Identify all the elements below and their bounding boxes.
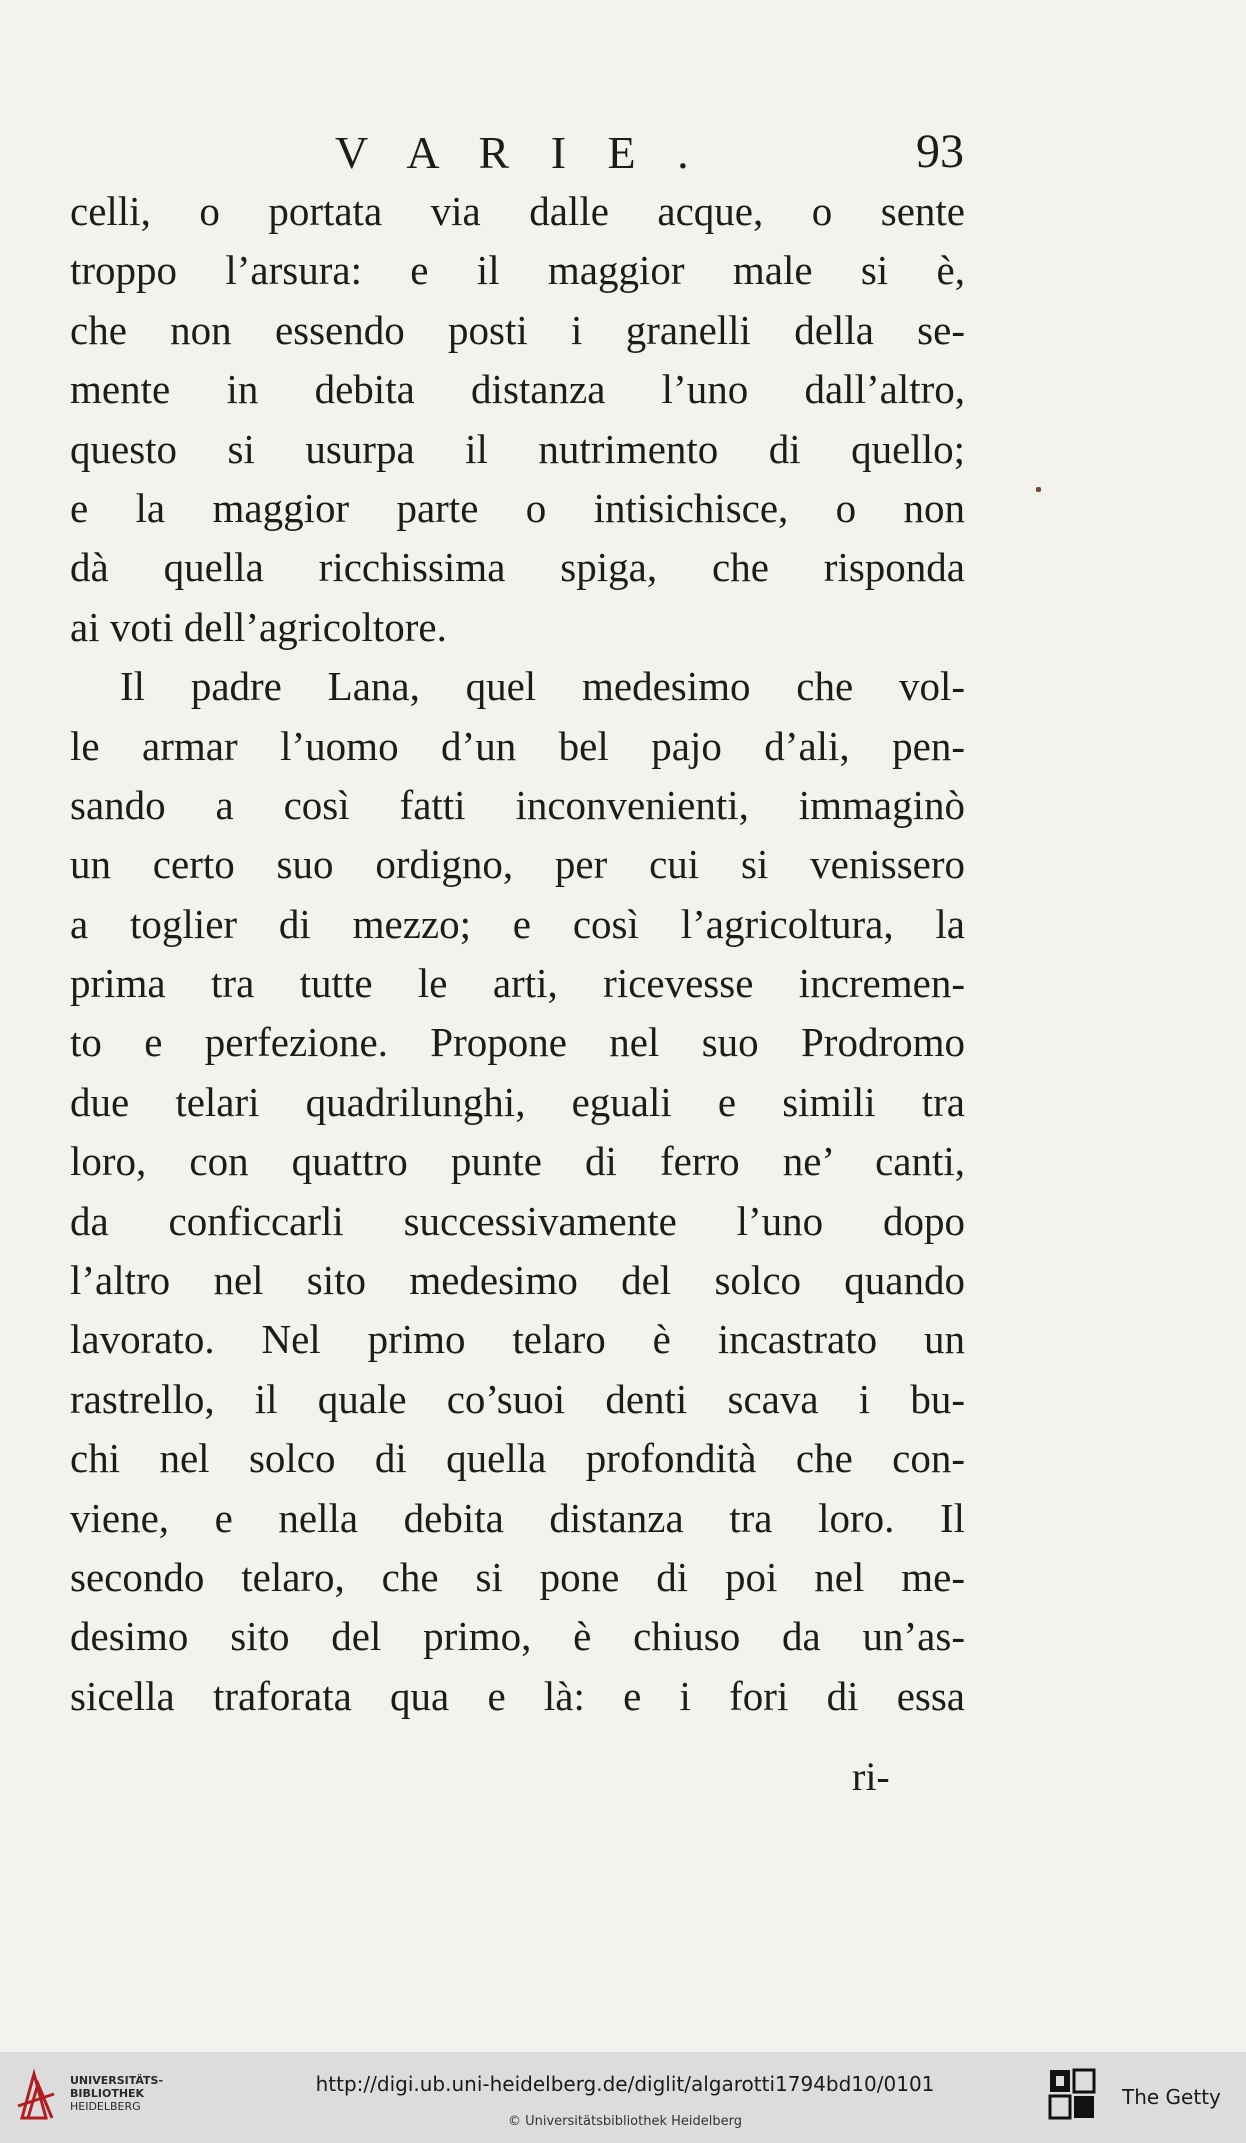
running-head: V A R I E .: [335, 127, 691, 178]
body-text: [70, 182, 965, 1726]
text-line: da conficcarli successivamente l’uno dopo: [70, 1197, 965, 1244]
text-line: Il padre Lana, quel medesimo che vol-: [120, 663, 965, 710]
ub-heidelberg-logo-icon: [14, 2066, 60, 2128]
text-line: celli, o portata via dalle acque, o sente: [70, 188, 965, 234]
text-line: sicella traforata qua e là: e i fori di essa: [70, 1672, 965, 1719]
library-name-line: BIBLIOTHEK: [70, 2087, 145, 2100]
viewer-footer: [0, 2052, 1246, 2143]
text-line: rastrello, il quale co’suoi denti scava i bu-: [70, 1375, 965, 1422]
text-line: sando a così fatti inconvenienti, immaginò: [70, 781, 965, 828]
text-line: chi nel solco di quella profondità che con-: [70, 1435, 965, 1482]
text-line: desimo sito del primo, è chiuso da un’as-: [70, 1613, 965, 1660]
copyright-notice: © Universitätsbibliothek Heidelberg: [507, 2114, 742, 2129]
partner-name: The Getty: [1122, 2085, 1221, 2109]
text-line: viene, e nella debita distanza tra loro. Il: [70, 1494, 965, 1541]
text-line: due telari quadrilunghi, eguali e simili tra: [70, 1078, 965, 1125]
text-line: secondo telaro, che si pone di poi nel me-: [70, 1553, 965, 1600]
text-line: to e perfezione. Propone nel suo Prodromo: [70, 1019, 965, 1066]
text-line: l’altro nel sito medesimo del solco quando: [70, 1257, 965, 1304]
text-line: che non essendo posti i granelli della se-: [70, 306, 965, 353]
library-name-line: UNIVERSITÄTS-: [70, 2074, 164, 2087]
text-line: dà quella ricchissima spiga, che risponda: [70, 544, 965, 591]
text-line: a toglier di mezzo; e così l’agricoltura, la: [70, 900, 965, 947]
permalink-url[interactable]: http://digi.ub.uni-heidelberg.de/diglit/algarotti1794bd10/0101: [315, 2072, 935, 2096]
library-name: [70, 2074, 163, 2113]
text-line: un certo suo ordigno, per cui si venissero: [70, 841, 965, 888]
page-header: [0, 118, 1246, 178]
text-line: questo si usurpa il nutrimento di quello;: [70, 425, 965, 472]
ink-speck: [1036, 487, 1041, 492]
text-line: lavorato. Nel primo telaro è incastrato un: [70, 1316, 965, 1363]
library-name-line: HEIDELBERG: [70, 2100, 141, 2113]
text-line: mente in debita distanza l’uno dall’altro,: [70, 366, 965, 413]
catchword: ri-: [852, 1754, 890, 1799]
text-line: ai voti dell’agricoltore.: [70, 603, 447, 650]
text-line: e la maggior parte o intisichisce, o non: [70, 484, 965, 531]
page-number: 93: [916, 125, 964, 178]
text-line: troppo l’arsura: e il maggior male si è,: [70, 247, 965, 294]
text-line: prima tra tutte le arti, ricevesse incremen-: [70, 960, 965, 1007]
text-line: loro, con quattro punte di ferro ne’ canti,: [70, 1138, 965, 1185]
text-line: le armar l’uomo d’un bel pajo d’ali, pen-: [70, 722, 965, 769]
getty-logo-icon: [1048, 2068, 1098, 2126]
